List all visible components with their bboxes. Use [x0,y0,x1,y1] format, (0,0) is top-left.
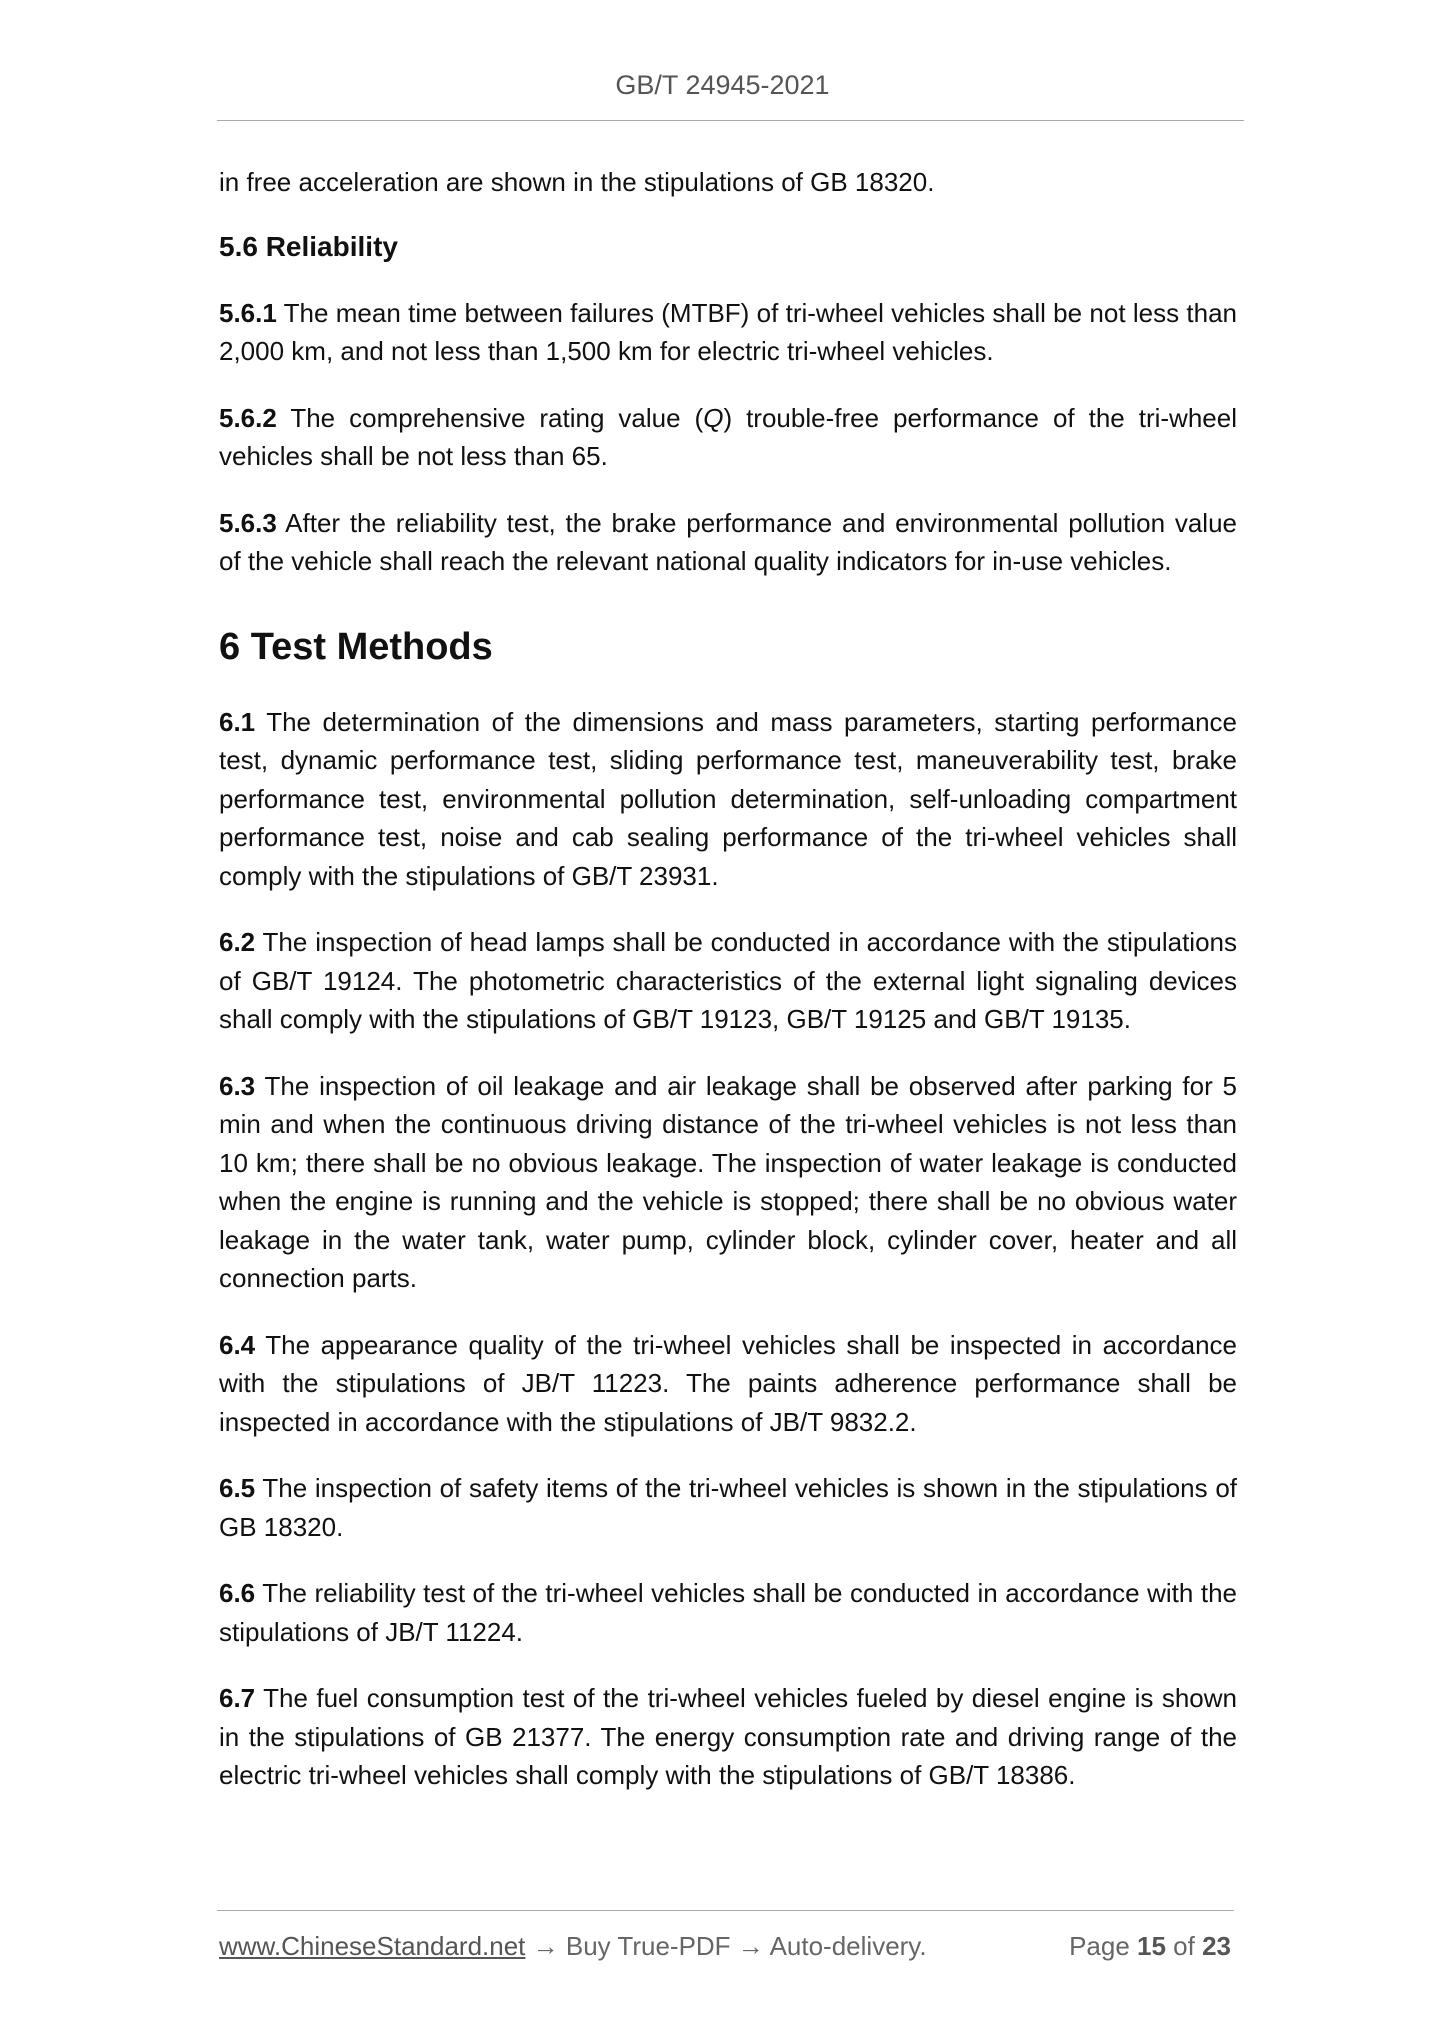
clause-text-part-a: The comprehensive rating value ( [276,402,704,433]
of-label: of [1165,1931,1203,1961]
clause-number: 5.6.3 [219,507,277,538]
clause-number: 6.4 [219,1329,256,1360]
clause-number: 6.5 [219,1473,256,1503]
page-body [219,163,1237,1795]
clause-number: 5.6.2 [219,402,277,433]
header-rule [217,120,1244,121]
clause-6-5 [219,1469,1237,1546]
clause-5-6-2 [219,399,1237,476]
page-label: Page [1069,1931,1138,1961]
clause-6-4 [219,1326,1237,1442]
clause-text: The inspection of oil leakage and air leakage shall be observed after parking for 5 min and when the continuous driving distance of the tri-wheel vehicles is not less than 10 km; there shall be no obvious leakage. The inspection of water leakage is conducted when the engine is running and the vehicle is stopped; there shall be no obvious water leakage in the water tank, water pump, cylinder block, cylinder cover, heater and all connection parts. [219,1070,1237,1293]
clause-text-part-b: ) trouble-free performance of the tri-wheel vehicles shall be not less than 65. [219,402,1237,471]
page-indicator [1069,1931,1231,1962]
clause-6-2 [219,923,1237,1039]
clause-text: The fuel consumption test of the tri-wheel vehicles fueled by diesel engine is shown in the stipulations of GB 21377. The energy consumption rate and driving range of the electric tri-wheel vehicles shall comply with the stipulations of GB/T 18386. [219,1683,1237,1790]
clause-text: After the reliability test, the brake performance and environmental pollution value of the vehicle shall reach the relevant national quality indicators for in-use vehicles. [219,507,1237,576]
clause-text: The mean time between failures (MTBF) of tri-wheel vehicles shall be not less than 2,000 km, and not less than 1,500 km for electric tri-wheel vehicles. [219,297,1237,366]
clause-5-6-1 [219,294,1237,371]
clause-number: 6.3 [219,1070,256,1101]
clause-number: 6.1 [219,706,256,737]
clause-text: The appearance quality of the tri-wheel vehicles shall be inspected in accordance with the stipulations of JB/T 11223. The paints adherence performance shall be inspected in accordance with the stipulations of JB/T 9832.2. [219,1329,1237,1437]
clause-text: The inspection of safety items of the tri-wheel vehicles is shown in the stipulations of GB 18320. [219,1473,1237,1542]
clause-text: The inspection of head lamps shall be conducted in accordance with the stipulations of GB/T 19124. The photometric characteristics of the external light signaling devices shall comply with the stipulations of GB/T 19123, GB/T 19125 and GB/T 19135. [219,927,1237,1034]
clause-6-6 [219,1574,1237,1651]
running-header: GB/T 24945-2021 [615,70,830,100]
clause-6-7 [219,1679,1237,1795]
continuation-paragraph: in free acceleration are shown in the stipulations of GB 18320. [219,167,935,197]
site-link[interactable]: www.ChineseStandard.net [219,1931,526,1961]
page-total: 23 [1202,1931,1231,1961]
clause-number: 5.6.1 [219,297,277,328]
clause-number: 6.6 [219,1578,256,1608]
section-heading-6: 6 Test Methods [219,625,493,668]
clause-5-6-3 [219,504,1237,581]
section-heading-5-6: 5.6 Reliability [219,230,398,262]
clause-text: The determination of the dimensions and mass parameters, starting performance test, dynamic performance test, sliding performance test, maneuverability test, brake performance test, environmental pollution determination, self-unloading compartment performance test, noise and cab sealing performance of the tri-wheel vehicles shall comply with the stipulations of GB/T 23931. [219,706,1237,891]
page-current: 15 [1137,1931,1166,1961]
footer-tagline: → Buy True-PDF → Auto-delivery. [525,1931,927,1961]
symbol-q: Q [703,402,724,433]
clause-number: 6.7 [219,1683,256,1713]
clause-6-3 [219,1067,1237,1298]
footer-rule [217,1910,1234,1911]
clause-6-1 [219,703,1237,896]
page-footer [219,1931,1231,1962]
clause-number: 6.2 [219,927,256,957]
clause-text: The reliability test of the tri-wheel vehicles shall be conducted in accordance with the stipulations of JB/T 11224. [219,1578,1237,1647]
